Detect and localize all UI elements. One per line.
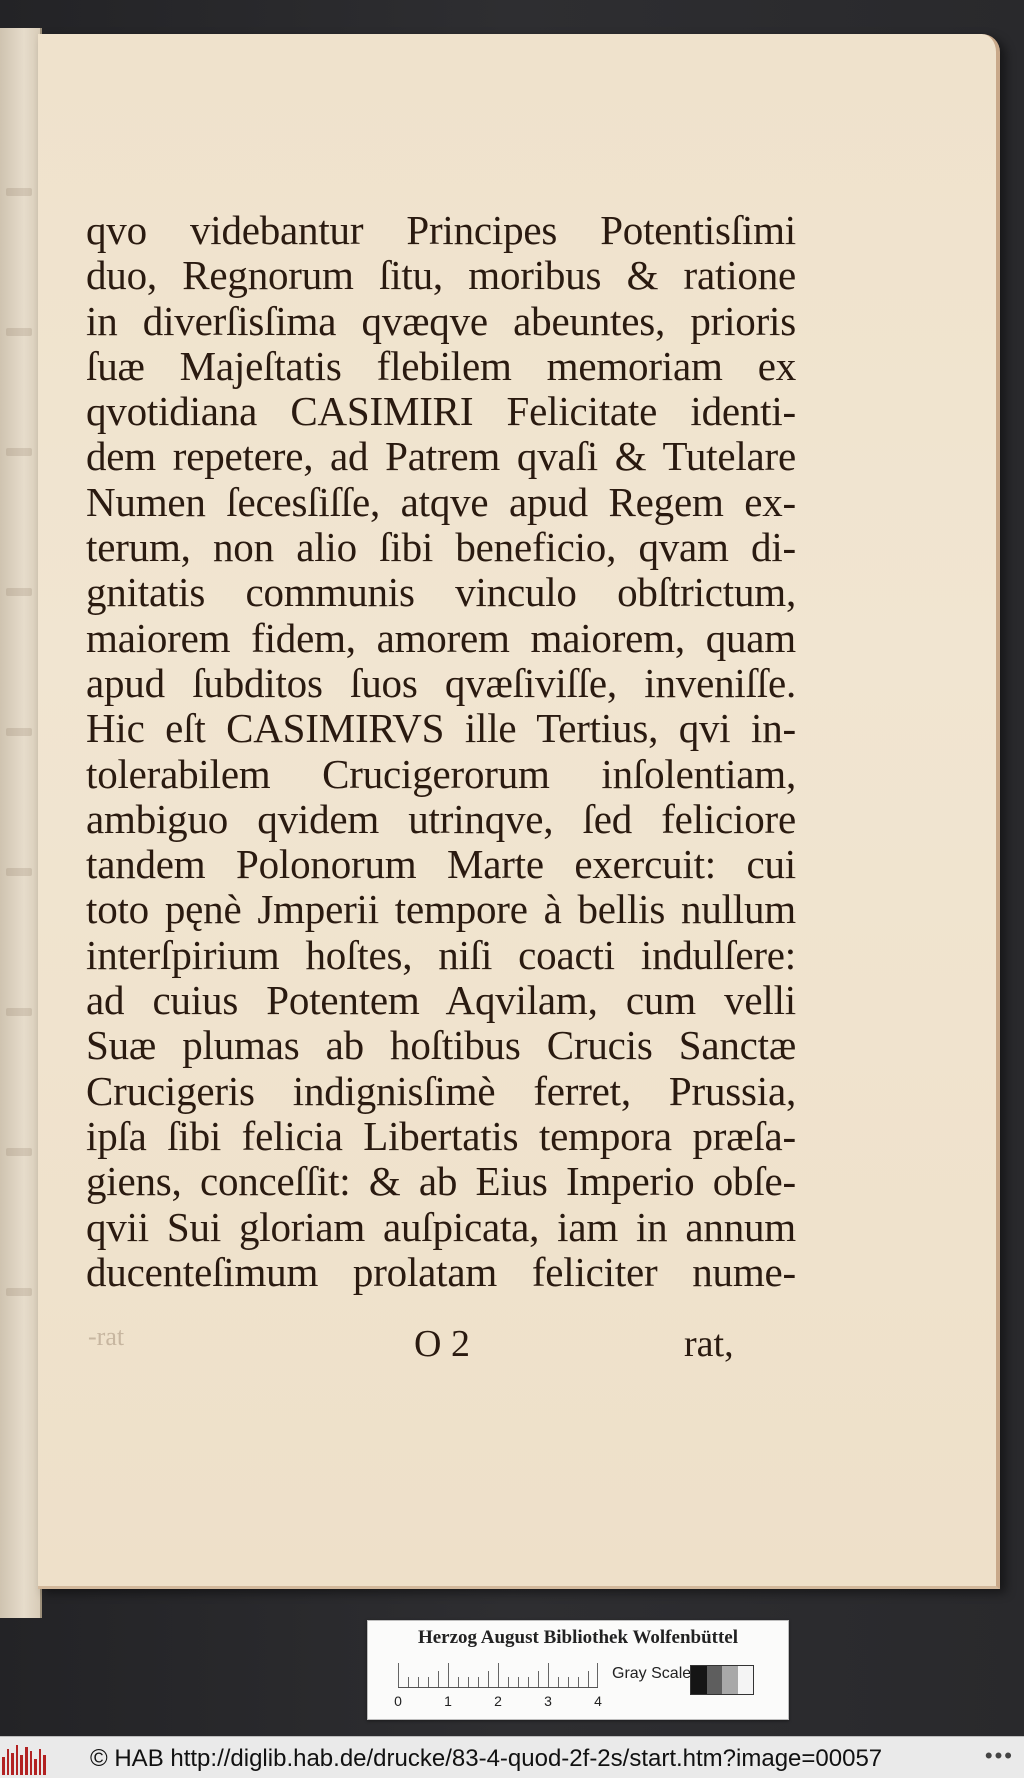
viewer-footer: [0, 1736, 1024, 1778]
color-scale-card: [367, 1620, 789, 1720]
offset-print: -rat: [88, 1322, 125, 1351]
ruler-tick: [418, 1677, 419, 1687]
cm-ruler: [398, 1661, 598, 1688]
ruler-label: 4: [594, 1693, 602, 1709]
gray-scale-bar: [690, 1665, 754, 1695]
text-line: maiorem fidem, amorem maiorem, quam: [86, 614, 796, 661]
text-line: qvotidiana CASIMIRI Felicitate identi-: [86, 388, 796, 435]
text-line: ambiguo qvidem utrinqve, ſed feliciore: [86, 795, 796, 842]
ruler-tick: [568, 1677, 569, 1687]
text-line: in diverſisſima qvæqve abeuntes, prioris: [86, 297, 796, 344]
text-line: Numen ſecesſiſſe, atqve apud Regem ex-: [86, 478, 796, 525]
text-line: ſuæ Majeſtatis flebilem memoriam ex: [86, 342, 796, 389]
text-line: duo, Regnorum ſitu, moribus & ratione: [86, 252, 796, 299]
ruler-tick: [408, 1677, 409, 1687]
ruler-tick: [518, 1677, 519, 1687]
text-line: terum, non alio ſibi beneficio, qvam di-: [86, 524, 796, 571]
gray-swatch: [722, 1666, 738, 1694]
text-line: ad cuius Potentem Aqvilam, cum velli: [86, 977, 796, 1024]
text-line: apud ſubditos ſuos qvæſiviſſe, inveniſſe.: [86, 659, 796, 706]
book-page: [38, 34, 1000, 1589]
text-line: ipſa ſibi felicia Libertatis tempora præſa-: [86, 1112, 796, 1159]
text-line: tolerabilem Crucigerorum inſolentiam,: [86, 750, 796, 797]
ruler-label: 2: [494, 1693, 502, 1709]
ruler-label: 3: [544, 1693, 552, 1709]
text-line: gnitatis communis vinculo obſtrictum,: [86, 569, 796, 616]
catchword: rat,: [684, 1323, 734, 1365]
text-line: toto pęnè Jmperii tempore à bellis nullum: [86, 886, 796, 933]
ruler-tick: [588, 1671, 589, 1687]
ink-bleed: [6, 448, 32, 456]
ruler-tick: [438, 1671, 439, 1687]
ink-bleed: [6, 868, 32, 876]
text-line: Suæ plumas ab hoſtibus Crucis Sanctæ: [86, 1022, 796, 1069]
page-text: [86, 208, 796, 1295]
ruler-tick: [458, 1677, 459, 1687]
ruler-tick: [508, 1677, 509, 1687]
ruler-tick: [468, 1677, 469, 1687]
previous-page-edge: [0, 28, 42, 1618]
ink-bleed: [6, 1008, 32, 1016]
ruler-tick: [528, 1677, 529, 1687]
text-line: Hic eſt CASIMIRVS ille Tertius, qvi in-: [86, 705, 796, 752]
ruler-label: 0: [394, 1693, 402, 1709]
text-line: qvo videbantur Principes Potentisſimi: [86, 207, 796, 253]
gray-swatch: [738, 1666, 754, 1694]
ruler-tick: [478, 1677, 479, 1687]
ruler-label: 1: [444, 1693, 452, 1709]
ink-bleed: [6, 1288, 32, 1296]
text-line: ducenteſimum prolatam feliciter nume-: [86, 1248, 796, 1295]
ruler-tick: [428, 1677, 429, 1687]
permalink-url[interactable]: © HAB http://diglib.hab.de/drucke/83-4-quod-2f-2s/start.htm?image=00057: [90, 1745, 883, 1772]
ink-bleed: [6, 728, 32, 736]
ruler-tick: [578, 1677, 579, 1687]
ruler-tick: [548, 1663, 549, 1687]
ink-bleed: [6, 588, 32, 596]
gray-scale-label: Gray Scale: [612, 1665, 692, 1682]
library-name: Herzog August Bibliothek Wolfenbüttel: [417, 1627, 739, 1648]
ruler-tick: [448, 1663, 449, 1687]
gray-swatch: [691, 1666, 707, 1694]
ruler-tick: [488, 1671, 489, 1687]
ruler-tick: [538, 1671, 539, 1687]
ink-bleed: [6, 188, 32, 196]
more-options-icon[interactable]: •••: [984, 1743, 1014, 1768]
gray-swatch: [707, 1666, 723, 1694]
text-line: giens, conceſſit: & ab Eius Imperio obſe-: [86, 1158, 796, 1205]
ruler-tick: [597, 1663, 598, 1687]
signature-mark: O 2: [414, 1323, 470, 1365]
ink-bleed: [6, 1148, 32, 1156]
ink-bleed: [6, 328, 32, 336]
text-line: tandem Polonorum Marte exercuit: cui: [86, 841, 796, 888]
text-line: interſpirium hoſtes, niſi coacti indulſere:: [86, 931, 796, 978]
text-line: qvii Sui gloriam auſpicata, iam in annum: [86, 1203, 796, 1250]
ruler-tick: [398, 1663, 399, 1687]
hab-logo-icon: [2, 1741, 46, 1775]
text-line: dem repetere, ad Patrem qvaſi & Tutelare: [86, 433, 796, 480]
text-line: Crucigeris indignisſimè ferret, Prussia,: [86, 1067, 796, 1114]
ruler-tick: [558, 1677, 559, 1687]
ruler-tick: [498, 1663, 499, 1687]
